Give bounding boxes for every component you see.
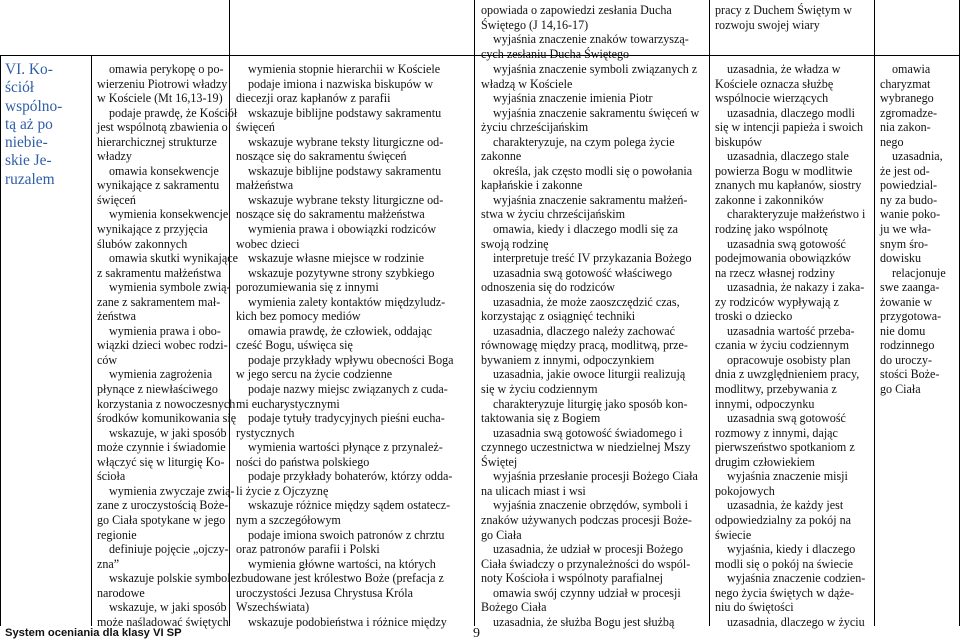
table-left-border — [0, 55, 1, 626]
requirement-continuation: powierza Bogu w modlitwie — [715, 163, 853, 178]
requirement-continuation: znaków używanych podczas procesji Boże- — [481, 512, 692, 527]
requirement-continuation: ności do państwa polskiego — [236, 454, 370, 469]
requirement-item: wymienia główne wartości, na których — [248, 556, 436, 571]
requirement-continuation: wobec dzieci — [236, 236, 300, 251]
requirement-continuation: niu do świętości — [715, 600, 794, 615]
requirement-continuation: snym śro- — [880, 236, 929, 251]
requirement-continuation: modlitwy, przebywania z — [715, 382, 837, 397]
requirement-continuation: nego życia świętych w dąże- — [715, 585, 855, 600]
requirement-continuation: może naśladować świętych — [97, 614, 229, 629]
requirement-continuation: oraz patronów parafii i Polski — [236, 542, 380, 557]
requirement-continuation: stości Boże- — [880, 367, 940, 382]
page-number: 9 — [473, 626, 480, 641]
requirement-continuation: uroczystości Jezusa Chrystusa Króla — [236, 585, 413, 600]
requirement-continuation: nym a szczegółowym — [236, 512, 341, 527]
requirement-continuation: modli się o pokój na świecie — [715, 556, 854, 571]
requirement-continuation: taktowania się z Bogiem — [481, 411, 601, 426]
requirement-continuation: porozumiewania się z innymi — [236, 280, 379, 295]
requirement-continuation: zakonne i zakonników — [715, 192, 824, 207]
requirement-item: uzasadnia, że nakazy i zaka- — [727, 280, 865, 295]
section-heading-line: skie Je- — [5, 152, 52, 170]
requirement-continuation: środków komunikowania się — [97, 411, 237, 426]
requirement-item: wskazuje polskie symbole — [109, 571, 236, 586]
requirement-item: podaje tytuły tradycyjnych pieśni eucha- — [248, 411, 445, 426]
requirement-item: omawia perykopę o po- — [109, 62, 224, 76]
requirement-continuation: przygotowa- — [880, 309, 942, 324]
requirement-item: wskazuje różnice między sądem ostatecz- — [248, 498, 451, 513]
requirement-continuation: znanych mu kapłanów, siostry — [715, 178, 862, 193]
requirement-continuation: Kościele oznacza służbę — [715, 76, 834, 91]
requirement-item: omawia — [892, 62, 931, 76]
requirement-continuation: Świętej — [481, 454, 518, 469]
requirement-continuation: go Ciała — [880, 382, 921, 397]
requirement-continuation: władzą w Kościele — [481, 76, 573, 91]
requirement-continuation: jest wspólnotą zbawienia o — [97, 120, 228, 135]
requirement-continuation: kapłańskie i zakonne — [481, 178, 583, 193]
requirement-continuation: dowisku — [880, 251, 921, 266]
column-divider — [474, 0, 475, 626]
requirement-continuation: na ulicach miast i wsi — [481, 483, 586, 498]
requirement-item: omawia skutki wynikające — [109, 251, 238, 266]
requirement-item: wyjaśnia znaczenie codzien- — [727, 571, 866, 586]
requirement-continuation: wspólnocie wierzących — [715, 91, 829, 106]
column-requirements-2 — [236, 62, 454, 629]
requirement-continuation: ców — [97, 352, 118, 367]
requirement-item: uzasadnia, jakie owoce liturgii realizują — [493, 367, 686, 382]
requirement-continuation: świecie — [715, 527, 752, 542]
requirement-continuation: ju we wła- — [880, 222, 932, 237]
requirement-continuation: pracy z Duchem Świętym w — [715, 3, 853, 17]
requirement-item: charakteryzuje, na czym polega życie — [493, 134, 675, 149]
requirement-continuation: wanie poko- — [880, 207, 941, 222]
requirement-item: interpretuje treść IV przykazania Bożego — [493, 251, 692, 266]
requirement-continuation: do uroczy- — [880, 352, 933, 367]
requirement-item: uzasadnia swą gotowość — [727, 411, 846, 426]
requirement-continuation: zgromadze- — [880, 105, 938, 120]
requirement-continuation: ślubów zakonnych — [97, 236, 188, 251]
requirement-continuation: rozwoju swojej wiary — [715, 17, 820, 32]
requirement-continuation: pierwszeństwo spotkaniom z — [715, 440, 855, 455]
requirement-item: uzasadnia, że udział w procesji Bożego — [493, 542, 684, 557]
requirement-continuation: Wszechświata) — [236, 600, 310, 615]
requirement-continuation: charyzmat — [880, 76, 931, 91]
requirement-item: wymienia prawa i obowiązki rodziców — [248, 222, 437, 237]
requirement-continuation: innymi, odpoczynku — [715, 396, 815, 411]
requirement-item: uzasadnia, dlaczego modli — [727, 105, 855, 120]
requirement-item: wyjaśnia znaczenie misji — [727, 469, 848, 484]
column-divider — [709, 0, 710, 626]
requirement-item: podaje prawdę, że Kościół — [109, 105, 238, 120]
requirement-continuation: swoją rodzinę — [481, 236, 549, 251]
requirement-continuation: odnoszenia się do rodziców — [481, 280, 615, 295]
requirement-item: wskazuje wybrane teksty liturgiczne od- — [248, 134, 444, 149]
footer-title: System oceniania dla klasy VI SP — [5, 627, 182, 639]
requirement-continuation: wierzeniu Piotrowi władzy — [97, 76, 228, 91]
requirement-continuation: równowagę między pracą, modlitwą, prze- — [481, 338, 688, 353]
requirement-item: wyjaśnia znaczenie imienia Piotr — [493, 91, 653, 106]
requirement-continuation: regionie — [97, 527, 137, 542]
requirement-continuation: korzystając z osiągnięć techniki — [481, 309, 636, 324]
column-divider — [91, 55, 92, 626]
requirement-continuation: go Ciała spotykane w jego — [97, 512, 226, 527]
requirement-continuation: władzy — [97, 149, 132, 164]
requirement-continuation: na rzecz własnej rodziny — [715, 265, 835, 280]
requirement-continuation: cych zesłaniu Ducha Świętego — [481, 46, 630, 61]
requirement-item: wyjaśnia znaczenie sakramentu święceń w — [493, 105, 700, 120]
requirement-continuation: żeństwa — [97, 309, 136, 324]
requirement-continuation: mi eucharystycznymi — [236, 396, 340, 411]
requirement-item: uzasadnia swą gotowość — [727, 236, 846, 251]
requirement-continuation: noszące się do sakramentu święceń — [236, 149, 407, 164]
requirement-continuation: zane z uroczystością Boże- — [97, 498, 229, 513]
requirement-continuation: zbudowane jest królestwo Boże (prefacja z — [236, 571, 444, 586]
requirement-continuation: wybranego — [880, 91, 934, 106]
section-heading-line: niebie- — [5, 134, 48, 152]
requirement-item: podaje imiona swoich patronów z chrztu — [248, 527, 445, 542]
requirement-continuation: cześć Bogu, uświęca się — [236, 338, 353, 353]
requirement-item: relacjonuje — [892, 265, 946, 280]
requirement-item: podaje przykłady wpływu obecności Boga — [248, 352, 454, 367]
requirement-item: wymienia symbole zwią- — [109, 280, 231, 295]
requirement-item: uzasadnia swą gotowość świadomego i — [493, 425, 683, 440]
requirement-item: charakteryzuje małżeństwo i — [727, 207, 866, 222]
requirement-item: wymienia stopnie hierarchii w Kościele — [248, 62, 441, 76]
requirement-continuation: włączyć się w liturgię Ko- — [97, 454, 225, 469]
column-requirements-4-continuation — [715, 3, 852, 32]
requirement-item: uzasadnia, że władza w — [727, 62, 841, 76]
requirement-continuation: Ciała świadczy o przynależności do wspól- — [481, 556, 691, 571]
requirement-continuation: ścioła — [97, 469, 126, 484]
requirement-continuation: narodowe — [97, 585, 145, 600]
requirement-continuation: Świętego (J 14,16-17) — [481, 17, 589, 32]
requirement-item: wskazuje, w jaki sposób — [109, 600, 227, 615]
requirement-continuation: noty Kościoła i wspólnoty parafialnej — [481, 571, 664, 586]
requirement-continuation: pokojowych — [715, 483, 775, 498]
requirement-continuation: zakonne — [481, 149, 522, 164]
requirement-continuation: nia zakon- — [880, 120, 931, 135]
requirement-item: wskazuje, w jaki sposób — [109, 425, 227, 440]
requirement-continuation: święceń — [97, 192, 136, 207]
requirement-item: wymienia wartości płynące z przynależ- — [248, 440, 443, 455]
requirement-item: uzasadnia, że każdy jest — [727, 498, 844, 513]
requirement-item: wymienia zalety kontaktów międzyludz- — [248, 294, 446, 309]
requirement-continuation: nie domu — [880, 323, 926, 338]
requirement-item: uzasadnia, że służba Bogu jest służbą — [493, 614, 675, 629]
requirement-continuation: kich bez pomocy mediów — [236, 309, 361, 324]
section-heading-line: ruzalem — [5, 170, 55, 188]
requirement-continuation: ny za budo- — [880, 192, 938, 207]
requirement-item: omawia, kiedy i dlaczego modli się za — [493, 222, 679, 237]
requirement-continuation: święceń — [236, 120, 275, 135]
requirement-item: wskazuje własne miejsce w rodzinie — [248, 251, 424, 266]
requirement-item: uzasadnia swą gotowość właściwego — [493, 265, 673, 280]
requirement-continuation: się w intencji papieża i swoich — [715, 120, 864, 135]
requirement-continuation: troski o dziecko — [715, 309, 793, 324]
requirement-item: definiuje pojęcie „ojczy- — [109, 542, 229, 557]
requirement-item: uzasadnia, — [892, 149, 943, 164]
column-requirements-3-continuation — [481, 3, 689, 61]
requirement-item: określa, jak często modli się o powołania — [493, 163, 693, 178]
requirement-continuation: odpowiedzialny za pokój na — [715, 512, 852, 527]
requirement-item: uzasadnia, że może zaoszczędzić czas, — [493, 294, 680, 309]
requirement-item: wymienia zagrożenia — [109, 367, 213, 382]
requirement-item: opracowuje osobisty plan — [727, 352, 851, 367]
requirement-continuation: hierarchicznej strukturze — [97, 134, 217, 149]
section-heading-line: wspólno- — [5, 97, 63, 115]
requirement-item: wskazuje biblijne podstawy sakramentu — [248, 163, 442, 178]
requirement-continuation: wynikające z sakramentu — [97, 178, 220, 193]
requirement-continuation: się w życiu codziennym — [481, 382, 598, 397]
requirement-continuation: biskupów — [715, 134, 763, 149]
requirement-continuation: życiu chrześcijańskim — [481, 120, 589, 135]
requirement-continuation: płynące z niewłaściwego — [97, 382, 218, 397]
requirement-item: wskazuje podobieństwa i różnice między — [248, 614, 447, 629]
requirement-item: uzasadnia wartość przeba- — [727, 323, 855, 338]
section-heading-line: VI. Ko- — [5, 61, 53, 78]
requirement-continuation: podejmowania obowiązków — [715, 251, 852, 266]
requirement-item: podaje imiona i nazwiska biskupów w — [248, 76, 434, 91]
requirement-item: wskazuje wybrane teksty liturgiczne od- — [248, 192, 444, 207]
section-heading — [5, 61, 62, 189]
requirement-continuation: zane z sakramentem mał- — [97, 294, 221, 309]
requirement-item: wyjaśnia znaczenie znaków towarzyszą- — [493, 32, 689, 47]
column-requirements-5 — [880, 62, 946, 397]
column-divider — [874, 0, 875, 626]
requirement-item: wyjaśnia znaczenie obrzędów, symboli i — [493, 498, 688, 513]
requirement-continuation: rodzinę jako wspólnotę — [715, 222, 828, 237]
requirement-continuation: zy rodziców wypływają z — [715, 294, 839, 309]
requirement-continuation: wiązki dzieci wobec rodzi- — [97, 338, 228, 353]
requirement-continuation: powiedzial- — [880, 178, 938, 193]
requirement-continuation: wynikające z przyjęcia — [97, 222, 208, 237]
table-row-separator — [0, 55, 960, 56]
requirement-item: wymienia konsekwencje — [109, 207, 229, 222]
requirement-continuation: nego — [880, 134, 904, 149]
requirement-continuation: z sakramentu małżeństwa — [97, 265, 222, 280]
requirement-item: wymienia zwyczaje zwią- — [109, 483, 235, 498]
requirement-item: wskazuje biblijne podstawy sakramentu — [248, 105, 442, 120]
requirement-continuation: małżeństwa — [236, 178, 294, 193]
requirement-continuation: opowiada o zapowiedzi zesłania Ducha — [481, 3, 672, 17]
requirement-item: uzasadnia, dlaczego należy zachować — [493, 323, 675, 338]
section-heading-line: ściół — [5, 79, 35, 97]
requirement-continuation: czania w życiu codziennym — [715, 338, 849, 353]
column-requirements-1 — [97, 62, 238, 629]
requirement-continuation: bywaniem z innymi, odpoczynkiem — [481, 352, 655, 367]
requirement-continuation: w Kościele (Mt 16,13-19) — [97, 91, 223, 106]
requirement-continuation: go Ciała — [481, 527, 522, 542]
requirement-item: wymienia prawa i obo- — [109, 323, 221, 338]
requirement-item: wyjaśnia znaczenie symboli związanych z — [493, 62, 698, 76]
requirement-item: omawia konsekwencje — [109, 163, 219, 178]
requirement-continuation: noszące się do sakramentu małżeństwa — [236, 207, 425, 222]
requirement-continuation: diecezji oraz kapłanów z parafii — [236, 91, 391, 106]
requirement-item: charakteryzuje liturgię jako sposób kon- — [493, 396, 688, 411]
requirement-continuation: zna” — [97, 556, 120, 571]
requirement-continuation: w jego sercu na życie codzienne — [236, 367, 393, 382]
requirement-continuation: że jest od- — [880, 163, 930, 178]
requirement-item: omawia swój czynny udział w procesji — [493, 585, 681, 600]
requirement-continuation: czynnego uczestnictwa w niedzielnej Mszy — [481, 440, 691, 455]
requirement-continuation: swe zaanga- — [880, 280, 940, 295]
requirement-continuation: dnia z uwzględnieniem pracy, — [715, 367, 860, 382]
column-requirements-4 — [715, 62, 865, 629]
section-heading-line: tą aż po — [5, 115, 53, 133]
requirement-item: wskazuje pozytywne strony szybkiego — [248, 265, 435, 280]
requirement-item: uzasadnia, dlaczego w życiu — [727, 614, 865, 629]
column-requirements-3 — [481, 62, 699, 629]
requirement-item: wyjaśnia, kiedy i dlaczego — [727, 542, 856, 557]
requirement-continuation: rozmowy z innymi, dając — [715, 425, 838, 440]
requirement-continuation: stwa w życiu chrześcijańskim — [481, 207, 626, 222]
requirement-continuation: rystycznych — [236, 425, 295, 440]
requirement-item: omawia prawdę, że człowiek, oddając — [248, 323, 433, 338]
requirement-continuation: drugim człowiekiem — [715, 454, 815, 469]
requirement-continuation: może czynnie i świadomie — [97, 440, 226, 455]
requirement-item: uzasadnia, dlaczego stale — [727, 149, 849, 164]
requirement-item: podaje nazwy miejsc związanych z cuda- — [248, 382, 448, 397]
requirement-continuation: korzystania z nowoczesnych — [97, 396, 236, 411]
requirement-continuation: Bożego Ciała — [481, 600, 547, 615]
requirement-item: podaje przykłady bohaterów, którzy odda- — [248, 469, 453, 484]
requirement-continuation: rodzinnego — [880, 338, 935, 353]
requirement-continuation: li życie z Ojczyznę — [236, 483, 329, 498]
requirement-item: wyjaśnia znaczenie sakramentu małżeń- — [493, 192, 688, 207]
requirement-item: wyjaśnia przesłanie procesji Bożego Ciała — [493, 469, 698, 484]
requirement-continuation: żowanie w — [880, 294, 933, 309]
